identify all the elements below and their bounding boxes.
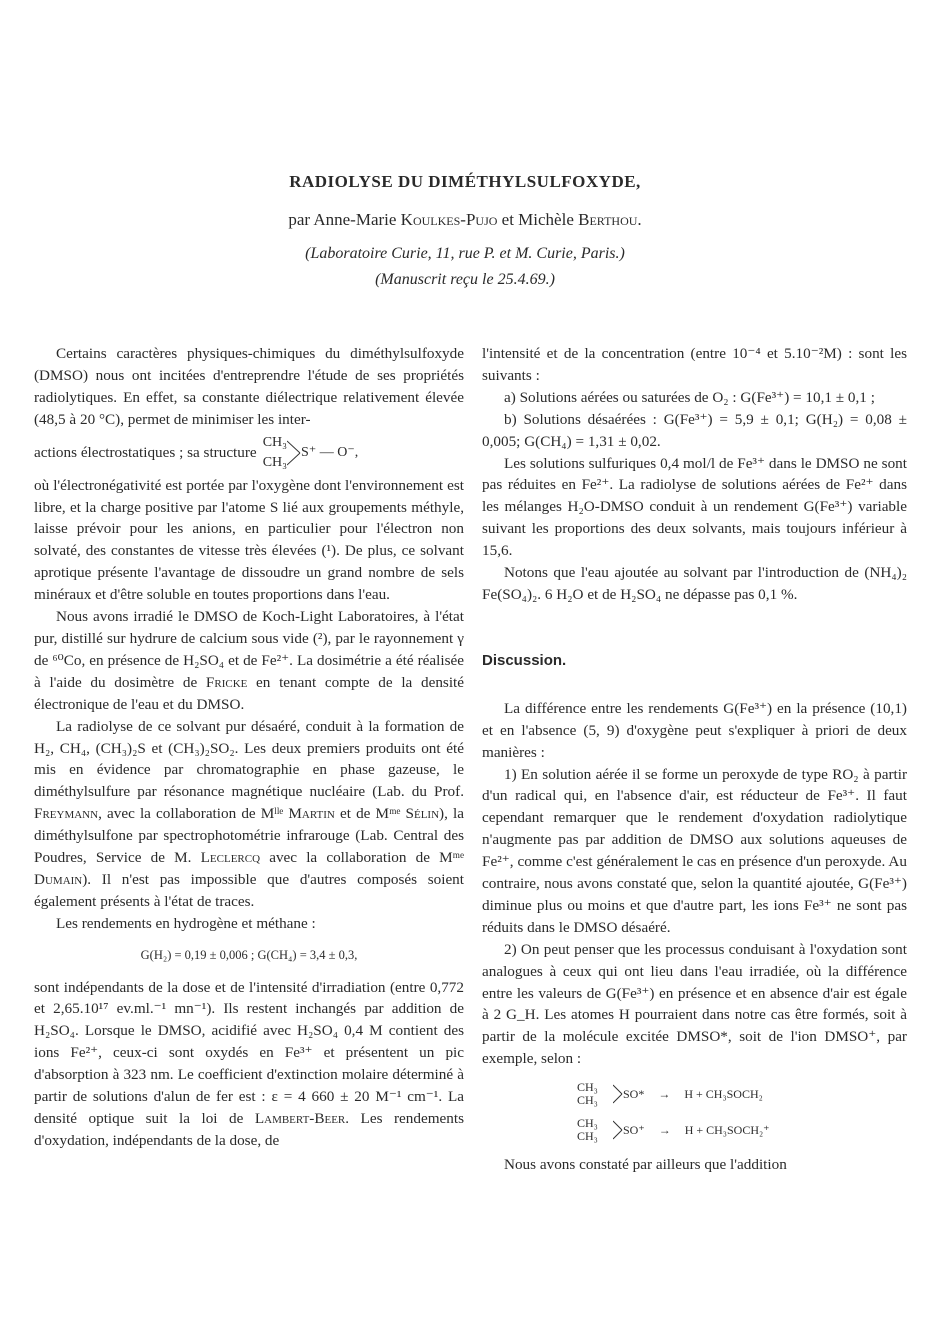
- paragraph-hypothesis-2: 2) On peut penser que les processus conduisant à l'oxydation sont analogues à ceux qui ont lieu dans l'eau irradiée, où la différence entre les valeurs de G(Fe³⁺) en présence et en absence d'air est égale à 2 G_H. Les atomes H pourraient dans notre cas être formés, soit à partir de la molécule excitée DMSO*, soit de l'ion DMSO⁺, par exemple, selon :: [482, 940, 907, 1068]
- paragraph-difference: La différence entre les rendements G(Fe³⁺) en la présence (10,1) et en l'absence (5, 9) d'oxygène peut s'expliquer à priori de deux manières :: [482, 699, 907, 761]
- r1-arrow: →: [658, 1086, 671, 1101]
- paragraph-intro: Certains caractères physiques-chimiques du diméthylsulfoxyde (DMSO) nous ont incitées d'entreprendre l'étude de ses propriétés radiolytiques. En effet, sa constante diélectrique relativement élevée (48,5 à 20 °C), permet de minimiser les inter-: [34, 345, 464, 428]
- author2-surname: Berthou.: [578, 210, 642, 229]
- authors-prefix: par Anne-Marie: [288, 210, 401, 229]
- paragraph-water: Notons que l'eau ajoutée au solvant par l'introduction de (NH₄)₂ Fe(SO₄)₂. 6 H₂O et de H₂SO₄ ne dépasse pas 0,1 %.: [482, 564, 907, 603]
- r1-ch3-top: CH₃: [577, 1080, 598, 1095]
- paragraph-hypothesis-1: 1) En solution aérée il se forme un peroxyde de type RO₂ à partir d'un radical qui, en l'absence d'air, est réducteur de Fe³⁺. Il faut cependant remarquer que le rendement d'oxydation radiolytique n'augmente pas par addition de DMSO aux solutions aqueuses de Fe²⁺, comme c'est généralement le cas en présence d'un peroxyde. Au contraire, nous avons constaté que, selon la quantité ajoutée, G(Fe³⁺) diminue plus ou moins et que d'autre part, les ions Fe³⁺ ne sont pas réduits dans le DMSO désaéré.: [482, 765, 907, 936]
- s-o-group: S⁺ — O⁻,: [301, 444, 359, 460]
- r1-group: SO*: [623, 1086, 645, 1101]
- dmso-structure: [34, 433, 464, 473]
- paragraph-irradiation: Nous avons irradié le DMSO de Koch-Light Laboratoires, à l'état pur, distillé sur hydrure de calcium sous vide (²), par le rayonnement γ de ⁶⁰Co, en présence de H₂SO₄ et de Fe²⁺. La dosimétrie a été réalisée à l'aide du dosimètre de Fricke en tenant compte de la densité électronique de l'eau et du DMSO.: [34, 608, 465, 713]
- section-heading-discussion: Discussion.: [482, 651, 567, 669]
- paragraph-addition: Nous avons constaté par ailleurs que l'addition: [504, 1156, 787, 1174]
- r2-ch3-bottom: CH₃: [577, 1129, 598, 1144]
- r2-ch3-top: CH₃: [577, 1116, 598, 1131]
- reaction-2: [577, 1116, 907, 1144]
- bond-lines: [287, 435, 301, 471]
- author1-surname: Koulkes-Pujo: [400, 210, 498, 229]
- item-b: b) Solutions désaérées : G(Fe³⁺) = 5,9 ± 0,1; G(H₂) = 0,08 ± 0,005; G(CH₄) = 1,31 ± 0,02.: [482, 410, 907, 450]
- authors-mid: et Michèle: [497, 210, 579, 229]
- authors-line: [0, 210, 930, 230]
- r2-bond-lines: [613, 1116, 623, 1144]
- paragraph-yields: Les rendements en hydrogène et méthane :: [56, 914, 316, 932]
- r1-ch3-bottom: CH₃: [577, 1093, 598, 1108]
- structure-label: actions électrostatiques ; sa structure: [34, 443, 257, 461]
- right-column: [482, 343, 907, 1176]
- item-a: a) Solutions aérées ou saturées de O₂ : G(Fe³⁺) = 10,1 ± 0,1 ;: [504, 388, 875, 406]
- r2-group: SO⁺: [623, 1122, 645, 1137]
- structure-formula: [263, 433, 359, 473]
- laboratory-affiliation: (Laboratoire Curie, 11, rue P. et M. Curie, Paris.): [305, 245, 625, 262]
- r1-products: H + CH₃SOCH₂: [684, 1086, 763, 1101]
- paragraph-radiolysis: La radiolyse de ce solvant pur désaéré, conduit à la formation de H₂, CH₄, (CH₃)₂S et (CH₃)₂SO₂. Les deux premiers produits ont été mis en évidence par chromatographie en phase gazeuse, le diméthylsulfure par résonance magnétique nucléaire (Lab. du Prof. Freymann, avec la collaboration de Mˡˡᵉ Martin et de Mᵐᵉ Sélin), la diméthylsulfone par spectrophotométrie infrarouge (Lab. Central des Poudres, Service de M. Leclercq avec la collaboration de Mᵐᵉ Dumain). Il n'est pas impossible que d'autres composés soient également présents à l'état de traces.: [34, 717, 464, 910]
- paragraph-structure-cont: où l'électronégativité est portée par l'oxygène dont l'environnement est libre, et la charge positive par l'atome S lié aux groupements méthyle, laisse prévoir pour les anions, en particulier pour l'électron non solvaté, des constantes de vitesse très élevées (¹). De plus, ce solvant aprotique présente l'avantage de dissoudre un grand nombre de sels minéraux et d'être soluble en toutes proportions dans l'eau.: [34, 476, 464, 604]
- r2-arrow: →: [658, 1122, 671, 1137]
- r1-bond-lines: [613, 1080, 623, 1108]
- paragraph-intensity: l'intensité et de la concentration (entre 10⁻⁴ et 5.10⁻²M) : sont les suivants :: [482, 345, 907, 384]
- ch3-bottom: CH₃: [262, 454, 288, 470]
- yield-equation: G(H₂) = 0,19 ± 0,006 ; G(CH₄) = 3,4 ± 0,3,: [140, 947, 358, 962]
- left-column: [34, 343, 464, 1152]
- reaction-scheme: [577, 1080, 907, 1144]
- manuscript-date: (Manuscrit reçu le 25.4.69.): [375, 271, 555, 288]
- reaction-1: [577, 1080, 907, 1108]
- ch3-top: CH₃: [262, 434, 288, 450]
- paragraph-sulfuric: Les solutions sulfuriques 0,4 mol/l de Fe³⁺ dans le DMSO ne sont pas réduites en Fe²⁺. La radiolyse de solutions aérées de Fe²⁺ dans les mélanges H₂O-DMSO conduit à un rendement G(Fe³⁺) variable suivant les proportions des deux solvants, mais toujours inférieur à 15,6.: [482, 454, 907, 560]
- paragraph-independence: sont indépendants de la dose et de l'intensité d'irradiation (entre 0,772 et 2,65.10¹⁷ ev.ml.⁻¹ mn⁻¹). Ils restent inchangés par addition de H₂SO₄. Lorsque le DMSO, acidifié avec H₂SO₄ 0,4 M contient des ions Fe²⁺, ceux-ci sont oxydés en Fe³⁺ et présentent un pic d'absorption à 323 nm. Le coefficient d'extinction molaire déterminé à partir de solutions d'alun de fer est : ε = 4 660 ± 20 M⁻¹ cm⁻¹. La densité optique suit la loi de Lambert-Beer. Les rendements d'oxydation, indépendants de la dose, de: [34, 978, 464, 1149]
- paper-title: RADIOLYSE DU DIMÉTHYLSULFOXYDE,: [289, 172, 641, 191]
- r2-products: H + CH₃SOCH₂⁺: [684, 1122, 770, 1137]
